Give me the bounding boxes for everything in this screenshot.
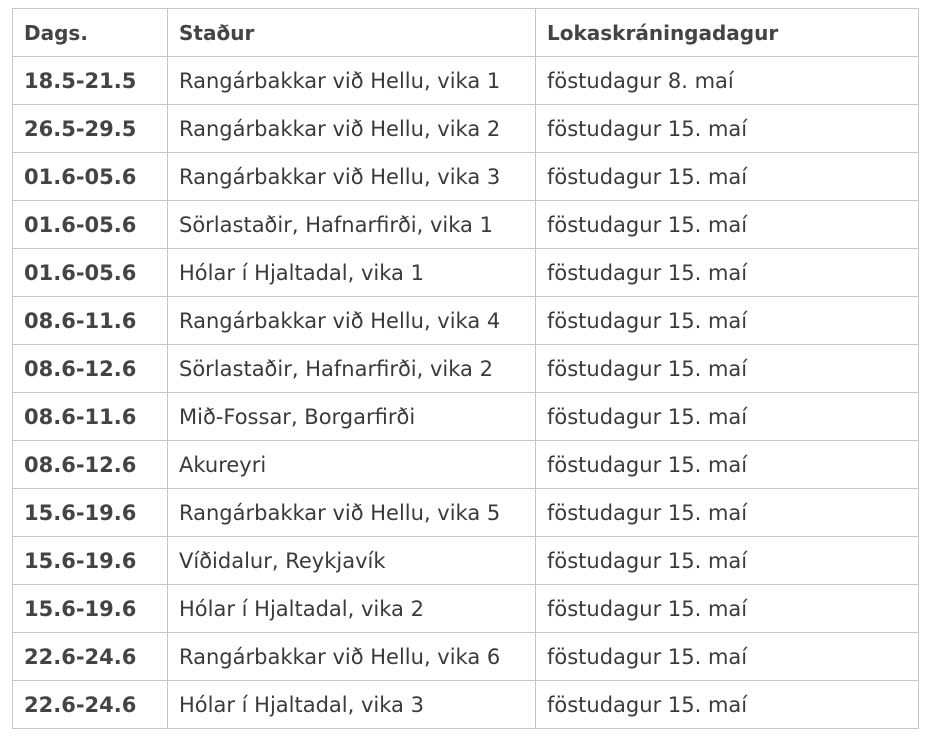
cell-date: 15.6-19.6 xyxy=(13,489,168,537)
header-place: Staður xyxy=(168,9,536,57)
cell-deadline: föstudagur 15. maí xyxy=(536,297,919,345)
cell-place: Hólar í Hjaltadal, vika 1 xyxy=(168,249,536,297)
cell-place: Rangárbakkar við Hellu, vika 2 xyxy=(168,105,536,153)
cell-deadline: föstudagur 15. maí xyxy=(536,681,919,729)
cell-date: 01.6-05.6 xyxy=(13,201,168,249)
table-header-row xyxy=(13,9,919,57)
cell-date: 26.5-29.5 xyxy=(13,105,168,153)
cell-place: Mið-Fossar, Borgarfirði xyxy=(168,393,536,441)
cell-date: 01.6-05.6 xyxy=(13,153,168,201)
table-row xyxy=(13,345,919,393)
cell-deadline: föstudagur 15. maí xyxy=(536,633,919,681)
table-row xyxy=(13,441,919,489)
table-row xyxy=(13,537,919,585)
cell-deadline: föstudagur 15. maí xyxy=(536,393,919,441)
cell-deadline: föstudagur 15. maí xyxy=(536,105,919,153)
cell-deadline: föstudagur 15. maí xyxy=(536,345,919,393)
cell-place: Akureyri xyxy=(168,441,536,489)
header-date: Dags. xyxy=(13,9,168,57)
cell-date: 22.6-24.6 xyxy=(13,681,168,729)
schedule-table xyxy=(12,8,919,729)
table-row xyxy=(13,585,919,633)
table-row xyxy=(13,105,919,153)
cell-deadline: föstudagur 15. maí xyxy=(536,489,919,537)
table-row xyxy=(13,249,919,297)
cell-place: Rangárbakkar við Hellu, vika 5 xyxy=(168,489,536,537)
cell-date: 18.5-21.5 xyxy=(13,57,168,105)
cell-deadline: föstudagur 15. maí xyxy=(536,249,919,297)
cell-date: 08.6-11.6 xyxy=(13,393,168,441)
cell-date: 08.6-11.6 xyxy=(13,297,168,345)
table-row xyxy=(13,681,919,729)
cell-deadline: föstudagur 15. maí xyxy=(536,153,919,201)
cell-date: 15.6-19.6 xyxy=(13,537,168,585)
cell-deadline: föstudagur 15. maí xyxy=(536,585,919,633)
table-row xyxy=(13,489,919,537)
cell-place: Víðidalur, Reykjavík xyxy=(168,537,536,585)
cell-place: Rangárbakkar við Hellu, vika 3 xyxy=(168,153,536,201)
header-registration-deadline: Lokaskráningadagur xyxy=(536,9,919,57)
cell-place: Hólar í Hjaltadal, vika 3 xyxy=(168,681,536,729)
cell-place: Rangárbakkar við Hellu, vika 1 xyxy=(168,57,536,105)
cell-place: Hólar í Hjaltadal, vika 2 xyxy=(168,585,536,633)
cell-deadline: föstudagur 8. maí xyxy=(536,57,919,105)
cell-date: 08.6-12.6 xyxy=(13,345,168,393)
cell-place: Sörlastaðir, Hafnarfirði, vika 2 xyxy=(168,345,536,393)
schedule-table-container xyxy=(12,8,919,729)
cell-place: Rangárbakkar við Hellu, vika 4 xyxy=(168,297,536,345)
cell-deadline: föstudagur 15. maí xyxy=(536,537,919,585)
cell-deadline: föstudagur 15. maí xyxy=(536,441,919,489)
table-row xyxy=(13,57,919,105)
table-row xyxy=(13,633,919,681)
cell-place: Sörlastaðir, Hafnarfirði, vika 1 xyxy=(168,201,536,249)
table-row xyxy=(13,201,919,249)
table-row xyxy=(13,297,919,345)
cell-date: 15.6-19.6 xyxy=(13,585,168,633)
table-row xyxy=(13,153,919,201)
cell-date: 22.6-24.6 xyxy=(13,633,168,681)
table-row xyxy=(13,393,919,441)
cell-deadline: föstudagur 15. maí xyxy=(536,201,919,249)
cell-place: Rangárbakkar við Hellu, vika 6 xyxy=(168,633,536,681)
cell-date: 08.6-12.6 xyxy=(13,441,168,489)
cell-date: 01.6-05.6 xyxy=(13,249,168,297)
